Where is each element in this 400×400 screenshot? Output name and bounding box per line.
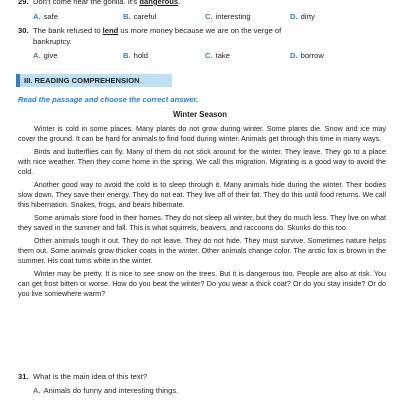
option-key: A. <box>33 51 41 60</box>
option-text: dirty <box>300 12 315 21</box>
option-key: C. <box>205 51 213 60</box>
passage-paragraph: Some animals store food in their homes. They do not sleep all winter, but they do much less. They live on what they saved in the summer and fall. This is what squirrels, beavers, and raccoons do. Skunks do this too. <box>18 212 386 232</box>
option-30-d[interactable] <box>290 51 324 61</box>
option-key: D. <box>290 51 298 60</box>
question-31-number: 31. <box>18 372 29 381</box>
question-31-stem <box>18 372 147 382</box>
option-30-b[interactable] <box>123 51 148 61</box>
question-31-text: What is the main idea of this text? <box>33 372 147 381</box>
option-31-a[interactable] <box>33 386 178 395</box>
option-key: A. <box>33 12 41 21</box>
option-text: safe <box>43 12 58 21</box>
question-29-keyword: dangerous <box>139 0 179 6</box>
option-text: Animals do funny and interesting things. <box>43 386 179 395</box>
question-30-text-after: us more money because we are on the verge of <box>120 26 282 35</box>
option-text: hold <box>133 51 148 60</box>
question-29-text-before: Don't come near the gorilla. It's <box>33 0 138 6</box>
passage-paragraph: Winter may be pretty. It is nice to see snow on the trees. But it is dangerous too. People are also at risk. You can get frost bitten or worse. How do you beat the winter? Do you wear a thick coat? Or do you stay inside? Or do you live somewhere warm? <box>18 268 386 298</box>
question-29-number: 29. <box>18 0 29 6</box>
option-text: careful <box>133 12 157 21</box>
option-key: D. <box>290 12 298 21</box>
option-30-c[interactable] <box>205 51 230 61</box>
option-29-b[interactable] <box>123 12 156 22</box>
question-29-stem <box>18 0 180 7</box>
section-instruction: Read the passage and choose the correct answer. <box>18 95 199 104</box>
option-text: give <box>43 51 58 60</box>
option-text: take <box>215 51 230 60</box>
option-29-c[interactable] <box>205 12 251 22</box>
option-key: B. <box>123 12 131 21</box>
question-30-stem-line2: bankruptcy. <box>33 37 72 46</box>
option-text: interesting <box>215 12 251 21</box>
question-30-keyword: lend <box>102 26 119 35</box>
question-30-text-before: The bank refused to <box>33 26 101 35</box>
passage-paragraph: Birds and butterflies can fly. Many of them do not stick around for the winter. They leave. They go to a place with nice weather. Then they come home in the spring. We call this migration. Migrating is a good way to avoid the cold. <box>18 146 386 177</box>
passage-body <box>18 124 386 302</box>
passage-paragraph: Other animals tough it out. They do not leave. They do not hide. They must survive. Sometimes nature helps them out. Some animals grow thicker coats in the winter. Other animals change color. The arctic fox is brown in the summer. His coat turns white in the winter. <box>18 235 386 265</box>
question-30-number: 30. <box>18 26 29 35</box>
passage-paragraph: Winter is cold in some places. Many plants do not grow during winter. Some plants die. Snow and ice may cover the ground. It can be hard for animals to find food during winter. Animals get through this time in many ways. <box>18 124 386 144</box>
option-text: borrow <box>300 51 324 60</box>
option-29-a[interactable] <box>33 12 58 22</box>
section-heading: III. READING COMPREHENSION <box>16 74 172 87</box>
option-30-a[interactable] <box>33 51 58 61</box>
option-29-d[interactable] <box>290 12 315 22</box>
passage-paragraph: Another good way to avoid the cold is to sleep through it. Many animals hide during the winter. Their bodies slow down. They save their energy. They do not eat. They live off of their fat. They do this until food returns. We call this hibernation. Snakes, frogs, and bears hibernate. <box>18 179 386 210</box>
option-key: B. <box>123 51 131 60</box>
option-key: C. <box>205 12 213 21</box>
question-30-stem <box>18 26 281 36</box>
passage-title: Winter Season <box>172 110 228 119</box>
question-29-text-after: . <box>178 0 181 6</box>
option-key: A. <box>33 386 41 395</box>
